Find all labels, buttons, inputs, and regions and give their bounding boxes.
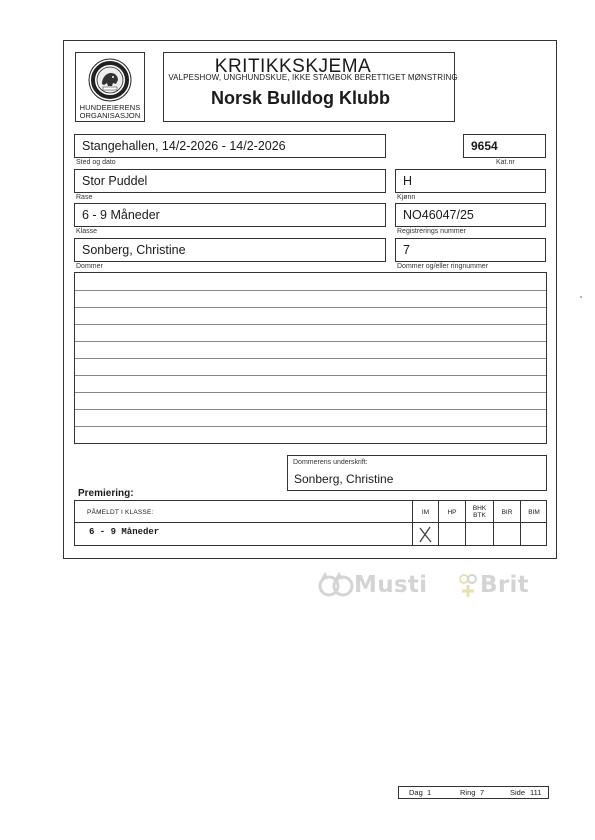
col-bir: BIR — [501, 508, 513, 516]
footer-side-label: Side — [510, 788, 526, 797]
musti-pets-icon — [318, 571, 354, 601]
ruled-line — [75, 324, 546, 325]
kjonn-field[interactable]: H — [395, 169, 546, 193]
footer-dag-label: Dag — [409, 788, 423, 797]
kat-nr-label: Kat.nr — [496, 159, 515, 166]
critique-text-area[interactable] — [74, 272, 547, 444]
registreringsnummer-field[interactable]: NO46047/25 — [395, 203, 546, 227]
brit-text: Brit — [480, 572, 529, 598]
rase-label: Rase — [76, 194, 93, 201]
ringnummer-label: Dommer og/eller ringnummer — [397, 263, 489, 270]
ruled-line — [75, 426, 546, 427]
ruled-line — [75, 375, 546, 376]
musti-text: Musti — [354, 572, 428, 598]
footer-side-value: 111 — [530, 788, 542, 797]
signature-value: Sonberg, Christine — [294, 472, 394, 486]
footer-ring-label: Ring — [460, 788, 476, 797]
footer-box — [398, 786, 549, 799]
org-name — [77, 104, 143, 120]
dommer-label: Dommer — [76, 263, 103, 270]
brit-paw-icon — [456, 571, 480, 601]
class-header: PÅMELDT I KLASSE: — [87, 509, 154, 516]
nkk-logo-icon — [88, 58, 132, 102]
sted-og-dato-field[interactable]: Stangehallen, 14/2-2026 - 14/2-2026 — [74, 134, 386, 158]
kat-nr-field[interactable]: 9654 — [463, 134, 546, 158]
signature-label: Dommerens underskrift: — [293, 459, 368, 466]
ringnummer-field[interactable]: 7 — [395, 238, 546, 262]
org-name-line2: ORGANISASJON — [79, 111, 141, 120]
ruled-line — [75, 358, 546, 359]
form-title: KRITIKKSKJEMA — [214, 56, 372, 77]
ruled-line — [75, 341, 546, 342]
premiering-table — [74, 500, 547, 546]
footer-dag-value: 1 — [427, 788, 432, 797]
musti-logo — [318, 571, 436, 601]
ruled-line — [75, 307, 546, 308]
brit-logo — [456, 571, 541, 601]
col-bhk-btk: BHK BTK — [472, 505, 487, 519]
klasse-label: Klasse — [76, 228, 98, 235]
ruled-line — [75, 290, 546, 291]
dommer-field[interactable]: Sonberg, Christine — [74, 238, 386, 262]
footer-ring-value: 7 — [480, 788, 485, 797]
klasse-field[interactable]: 6 - 9 Måneder — [74, 203, 386, 227]
registreringsnummer-label: Registrerings nummer — [397, 228, 466, 235]
col-hp: HP — [447, 508, 457, 516]
sted-og-dato-label: Sted og dato — [76, 159, 116, 166]
col-bim: BIM — [528, 508, 540, 516]
scan-speck — [580, 296, 582, 298]
org-name-line1: HUNDEEIERENS — [79, 103, 141, 112]
rase-field[interactable]: Stor Puddel — [74, 169, 386, 193]
premiering-title: Premiering: — [78, 488, 134, 499]
class-value: 6 - 9 Måneder — [89, 527, 160, 537]
col-im: IM — [421, 508, 430, 516]
im-checkmark-x-icon[interactable] — [414, 524, 436, 545]
ruled-line — [75, 409, 546, 410]
kjonn-label: Kjønn — [397, 194, 416, 201]
club-name: Norsk Bulldog Klubb — [211, 88, 390, 108]
form-subtitle: VALPESHOW, UNGHUNDSKUE, IKKE STAMBOK BERETTIGET MØNSTRING — [168, 73, 458, 82]
ruled-line — [75, 392, 546, 393]
